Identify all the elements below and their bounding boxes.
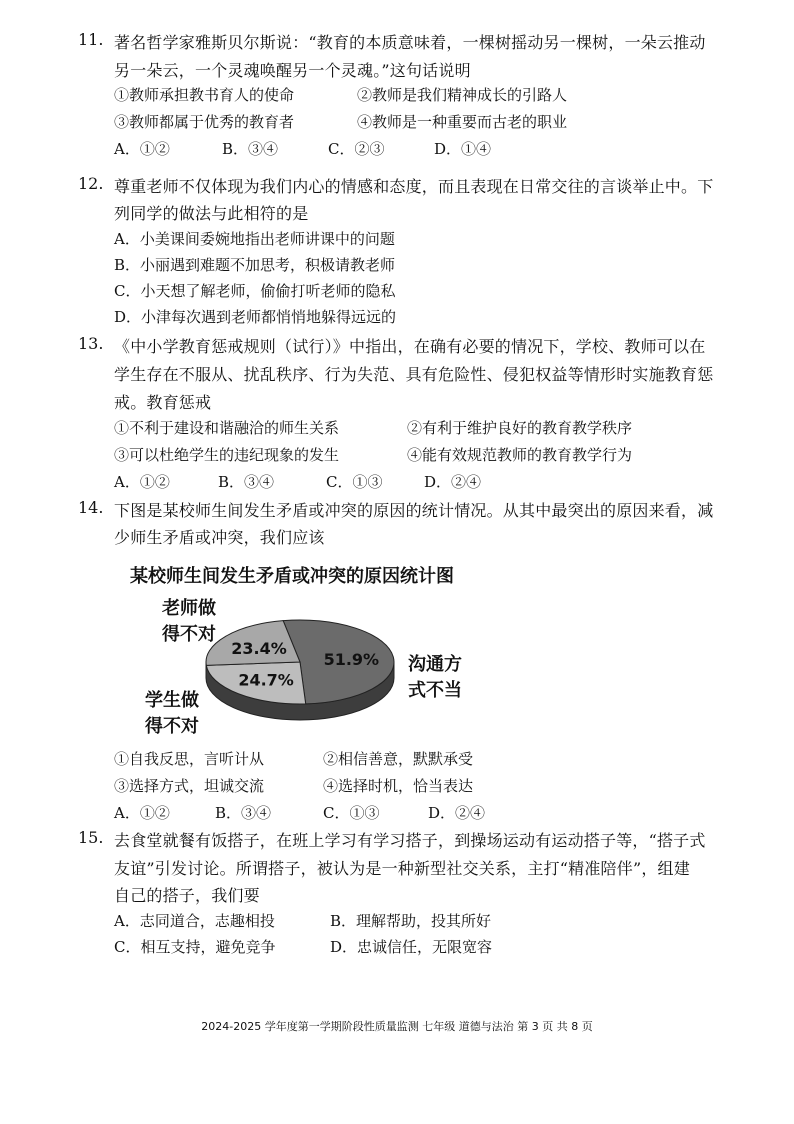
choice-d: D．②④	[428, 804, 486, 822]
choice-a: A．①②	[114, 473, 170, 491]
choice-b: B．小丽遇到难题不加思考，积极请教老师	[114, 256, 396, 274]
choice-d: D．忠诚信任，无限宽容	[330, 938, 493, 956]
pie-value-label: 51.9%	[323, 650, 380, 670]
question-stem-line: 戒。教育惩戒	[114, 393, 212, 412]
question-stem-line: 著名哲学家雅斯贝尔斯说：“教育的本质意味着，一棵树摇动另一棵树，一朵云推动	[114, 33, 706, 52]
choice-b: B．③④	[218, 473, 275, 491]
question-number: 14.	[78, 498, 104, 517]
pie-legend-label: 沟通方 式不当	[408, 654, 462, 701]
pie-value-label: 23.4%	[231, 638, 287, 658]
question-number: 12.	[78, 174, 104, 193]
choice-d: D．小津每次遇到老师都悄悄地躲得远远的	[114, 308, 397, 326]
choice-b: B．③④	[215, 804, 272, 822]
choice-a: A．小美课间委婉地指出老师讲课中的问题	[114, 230, 395, 248]
question-stem-line: 《中小学教育惩戒规则（试行）》中指出，在确有必要的情况下，学校、教师可以在	[114, 337, 706, 356]
chart-title: 某校师生间发生矛盾或冲突的原因统计图	[130, 566, 454, 587]
pie-value-label: 24.7%	[238, 670, 294, 690]
choice-c: C．小天想了解老师，偷偷打听老师的隐私	[114, 282, 396, 300]
statement-item: ②教师是我们精神成长的引路人	[357, 86, 568, 104]
choice-c: C．①③	[326, 473, 383, 491]
statement-item: ②有利于维护良好的教育教学秩序	[407, 419, 633, 437]
question-number: 11.	[78, 30, 104, 49]
question-stem-line: 学生存在不服从、扰乱秩序、行为失范、具有危险性、侵犯权益等情形时实施教育惩	[114, 365, 714, 384]
choice-a: A．志同道合，志趣相投	[114, 912, 275, 930]
choice-a: A．①②	[114, 140, 170, 158]
pie-legend-label: 老师做 得不对	[162, 598, 216, 645]
statement-item: ④选择时机，恰当表达	[323, 777, 474, 795]
choice-c: C．②③	[328, 140, 385, 158]
pie-chart-graphic	[200, 612, 400, 732]
question-stem-line: 少师生矛盾或冲突，我们应该	[114, 528, 325, 547]
statement-item: ①自我反思，言听计从	[114, 750, 265, 768]
statement-item: ①不利于建设和谐融洽的师生关系	[114, 419, 340, 437]
question-stem-line: 自己的搭子，我们要	[114, 886, 260, 905]
choice-d: D．②④	[424, 473, 482, 491]
choice-c: C．①③	[323, 804, 380, 822]
question-stem-line: 友谊”引发讨论。所谓搭子，被认为是一种新型社交关系，主打“精准陪伴”，组建	[114, 859, 690, 878]
question-stem-line: 另一朵云，一个灵魂唤醒另一个灵魂。”这句话说明	[114, 61, 471, 80]
statement-item: ④教师是一种重要而古老的职业	[357, 113, 568, 131]
choice-b: B．③④	[222, 140, 279, 158]
choice-c: C．相互支持，避免竞争	[114, 938, 276, 956]
question-stem-line: 去食堂就餐有饭搭子，在班上学习有学习搭子，到操场运动有运动搭子等，“搭子式	[114, 831, 706, 850]
page-footer: 2024-2025 学年度第一学期阶段性质量监测 七年级 道德与法治 第 3 页 共 8 页	[201, 1020, 593, 1033]
choice-d: D．①④	[434, 140, 492, 158]
choice-b: B．理解帮助，投其所好	[330, 912, 492, 930]
question-number: 13.	[78, 334, 104, 353]
statement-item: ③教师都属于优秀的教育者	[114, 113, 295, 131]
question-stem-line: 列同学的做法与此相符的是	[114, 204, 309, 223]
statement-item: ③选择方式，坦诚交流	[114, 777, 265, 795]
statement-item: ③可以杜绝学生的违纪现象的发生	[114, 446, 340, 464]
question-stem-line: 下图是某校师生间发生矛盾或冲突的原因的统计情况。从其中最突出的原因来看，减	[114, 501, 714, 520]
question-stem-line: 尊重老师不仅体现为我们内心的情感和态度，而且表现在日常交往的言谈举止中。下	[114, 177, 714, 196]
choice-a: A．①②	[114, 804, 170, 822]
question-number: 15.	[78, 828, 104, 847]
statement-item: ②相信善意，默默承受	[323, 750, 474, 768]
pie-legend-label: 学生做 得不对	[145, 690, 199, 737]
statement-item: ①教师承担教书育人的使命	[114, 86, 295, 104]
statement-item: ④能有效规范教师的教育教学行为	[407, 446, 633, 464]
